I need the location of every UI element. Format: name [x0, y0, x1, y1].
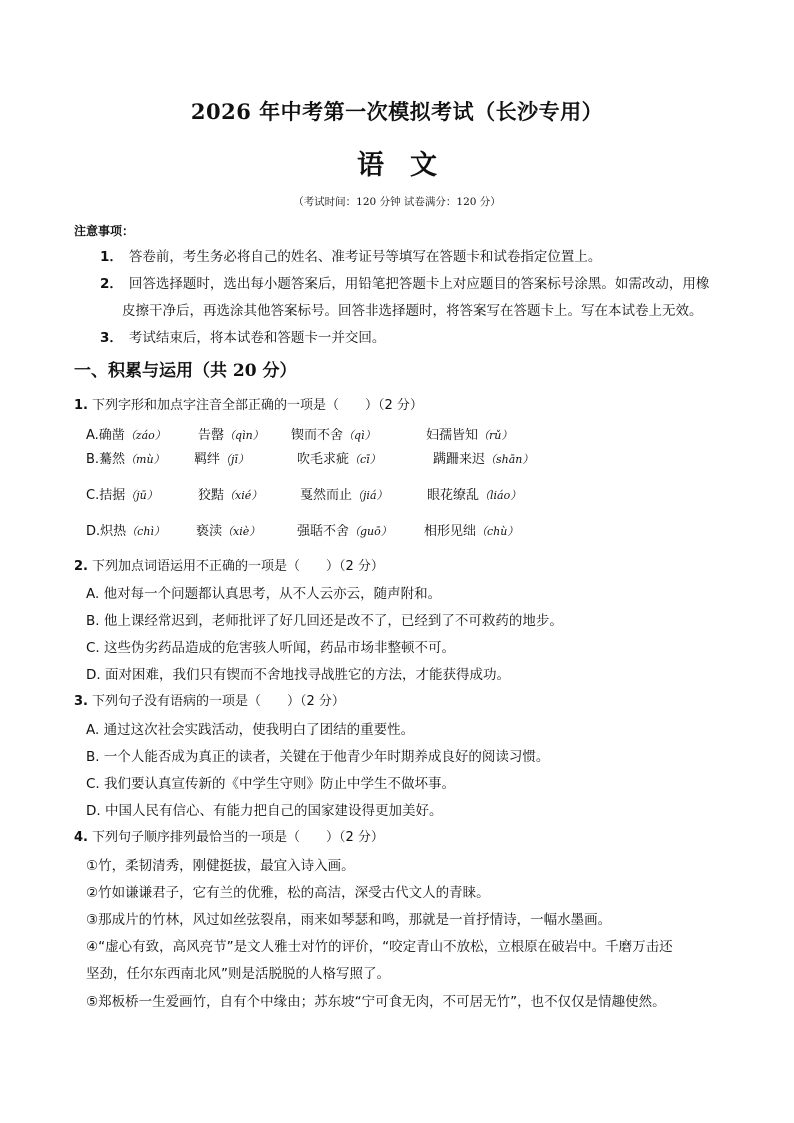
q1-item: C.拮据（jū）: [86, 488, 158, 503]
q1-item: 亵渎（xiè）: [196, 524, 261, 539]
q1-item: 妇孺皆知（rǔ）: [426, 428, 513, 443]
note-text: 答卷前，考生务必将自己的姓名、准考证号等填写在答题卡和试卷指定位置上。: [128, 249, 602, 265]
question-4-stem: [74, 826, 384, 845]
q1-item: 强聒不舍（guō）: [297, 524, 392, 539]
question-text: 下列字形和加点字注音全部正确的一项是（ ）（2 分）: [91, 398, 423, 413]
q1-item: 锲而不舍（qì）: [291, 428, 376, 443]
question-2-stem: [74, 555, 384, 574]
question-3-stem: [74, 690, 345, 709]
question-number: 4.: [74, 830, 88, 845]
q2-option-a: A. 他对每一个问题都认真思考，从不人云亦云，随声附和。: [86, 586, 442, 602]
note-text: 回答选择题时，选出每小题答案后，用铅笔把答题卡上对应题目的答案标号涂黑。如需改动，用橡: [128, 276, 710, 292]
q4-sentence-3: ③那成片的竹林，风过如丝弦裂帛，雨来如琴瑟和鸣，那就是一首抒情诗，一幅水墨画。: [86, 912, 612, 928]
question-1-stem: [74, 394, 423, 413]
q1-item: A.确凿（záo）: [86, 428, 166, 443]
q4-sentence-2: ②竹如谦谦君子，它有兰的优雅，松的高洁，深受古代文人的青睐。: [86, 885, 490, 901]
q1-item: D.炽热（chì）: [86, 524, 165, 539]
q3-option-b: B. 一个人能否成为真正的读者，关键在于他青少年时期养成良好的阅读习惯。: [86, 749, 550, 765]
q1-item: 蹒跚来迟（shān）: [433, 452, 534, 467]
exam-title: 2026 年中考第一次模拟考试（长沙专用）: [190, 99, 604, 124]
section-heading: 一、积累与运用（共 20 分）: [74, 361, 297, 381]
q1-item: 羁绊（jī）: [194, 452, 249, 467]
note-number: 1．: [100, 249, 123, 265]
q1-item: 告罄（qìn）: [198, 428, 264, 443]
q1-item: 戛然而止（jiá）: [300, 488, 388, 503]
note-text: 考试结束后，将本试卷和答题卡一并交回。: [128, 330, 386, 346]
q1-item: 吹毛求疵（cī）: [297, 452, 381, 467]
q1-item: 狡黠（xié）: [198, 488, 263, 503]
notes-heading: 注意事项：: [74, 224, 135, 238]
note-number: 2．: [100, 276, 123, 292]
q3-option-d: D. 中国人民有信心、有能力把自己的国家建设得更加美好。: [86, 803, 443, 819]
question-number: 3.: [74, 694, 88, 709]
exam-info: （考试时间：120 分钟 试卷满分：120 分）: [293, 196, 501, 208]
q4-sentence-1: ①竹，柔韧清秀，刚健挺拔，最宜入诗入画。: [86, 858, 355, 874]
question-text: 下列加点词语运用不正确的一项是（ ）（2 分）: [91, 559, 384, 574]
q3-option-a: A. 通过这次社会实践活动，使我明白了团结的重要性。: [86, 722, 415, 738]
q4-sentence-5: ⑤郑板桥一生爱画竹，自有个中缘由；苏东坡“宁可食无肉，不可居无竹”，也不仅仅是情趣使然。: [86, 994, 666, 1010]
q1-item: B.驀然（mù）: [86, 452, 165, 467]
note-text-continued: 皮擦干净后，再选涂其他答案标号。回答非选择题时，将答案写在答题卡上。写在本试卷上无效。: [122, 303, 703, 319]
q4-sentence-4: ④“虚心有致，高风亮节”是文人雅士对竹的评价，“咬定青山不放松，立根原在破岩中。千磨万击还: [86, 939, 673, 955]
note-number: 3．: [100, 330, 123, 346]
question-text: 下列句子顺序排列最恰当的一项是（ ）（2 分）: [91, 830, 384, 845]
note-item: [100, 325, 740, 352]
note-item: [100, 271, 740, 325]
subject-title: 语文: [357, 150, 463, 181]
q2-option-d: D. 面对困难，我们只有锲而不舍地找寻战胜它的方法，才能获得成功。: [86, 667, 510, 683]
q1-item: 眼花缭乱（liáo）: [427, 488, 522, 503]
question-text: 下列句子没有语病的一项是（ ）（2 分）: [91, 694, 345, 709]
q2-option-b: B. 他上课经常迟到，老师批评了好几回还是改不了，已经到了不可救药的地步。: [86, 613, 563, 629]
note-item: [100, 244, 740, 271]
q3-option-c: C. 我们要认真宣传新的《中学生守则》防止中学生不做坏事。: [86, 776, 456, 792]
q4-sentence-4-continued: 坚劲，任尔东西南北风”则是活脱脱的人格写照了。: [86, 966, 390, 982]
q2-option-c: C. 这些伪劣药品造成的危害骇人听闻，药品市场非整顿不可。: [86, 640, 456, 656]
q1-item: 相形见绌（chù）: [424, 524, 519, 539]
question-number: 1.: [74, 398, 88, 413]
question-number: 2.: [74, 559, 88, 574]
